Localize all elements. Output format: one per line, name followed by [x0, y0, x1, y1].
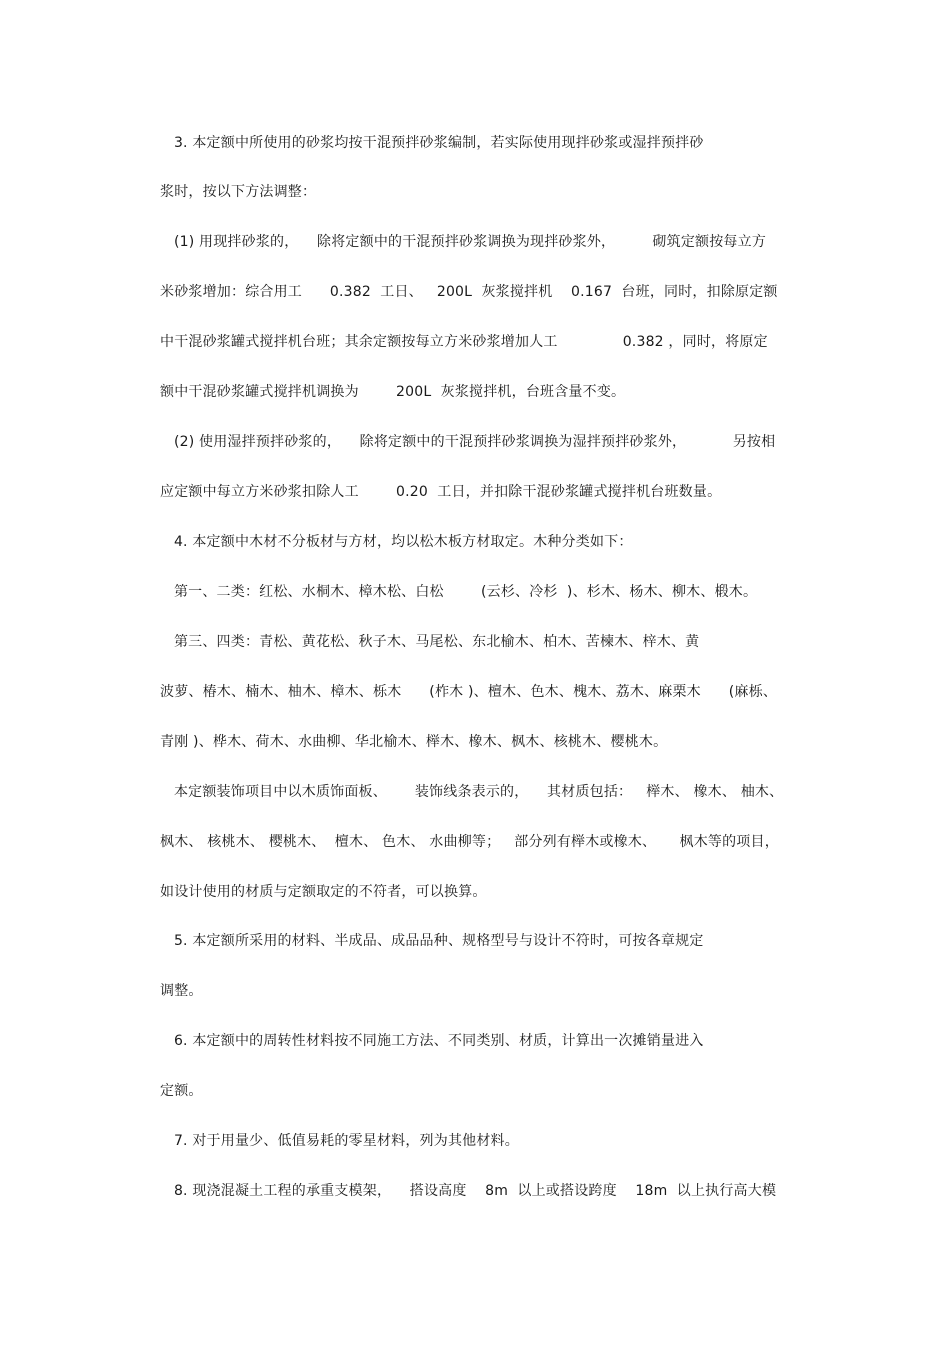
text-line: 米砂浆增加：综合用工 0.382 工日、 200L 灰浆搅拌机 0.167 台班，同时，扣除原定额 — [160, 284, 778, 300]
text-line: 调整。 — [160, 983, 203, 999]
text-line: 第一、二类：红松、水桐木、樟木松、白松 (云杉、冷杉 )、杉木、杨木、柳木、椴木。 — [160, 584, 758, 600]
text-line: (2) 使用湿拌预拌砂浆的， 除将定额中的干混预拌砂浆调换为湿拌预拌砂浆外， 另按相 — [160, 434, 776, 450]
text-line: 3. 本定额中所使用的砂浆均按干混预拌砂浆编制，若实际使用现拌砂浆或湿拌预拌砂 — [160, 135, 704, 151]
text-line: 中干混砂浆罐式搅拌机台班；其余定额按每立方米砂浆增加人工 0.382 ，同时，将原定 — [160, 334, 768, 350]
text-line: 第三、四类：青松、黄花松、秋子木、马尾松、东北榆木、柏木、苦楝木、梓木、黄 — [160, 634, 700, 650]
text-line: 本定额装饰项目中以木质饰面板、 装饰线条表示的， 其材质包括： 榉木、 橡木、 柚木、 — [160, 784, 784, 800]
text-line: 7. 对于用量少、低值易耗的零星材料，列为其他材料。 — [160, 1133, 519, 1149]
text-line: 枫木、 核桃木、 樱桃木、 檀木、 色木、 水曲柳等； 部分列有榉木或橡木、 枫木等的项目， — [160, 834, 779, 850]
text-line: 8. 现浇混凝土工程的承重支模架， 搭设高度 8m 以上或搭设跨度 18m 以上执行高大模 — [160, 1183, 777, 1199]
text-line: 青刚 )、桦木、荷木、水曲柳、华北榆木、榉木、橡木、枫木、核桃木、樱桃木。 — [160, 734, 668, 750]
text-line: 波萝、椿木、楠木、柚木、樟木、栎木 (柞木 )、檀木、色木、槐木、荔木、麻栗木 (麻栎、 — [160, 684, 778, 700]
text-line: 5. 本定额所采用的材料、半成品、成品品种、规格型号与设计不符时，可按各章规定 — [160, 933, 704, 949]
text-line: 如设计使用的材质与定额取定的不符者，可以换算。 — [160, 884, 487, 900]
text-line: 浆时，按以下方法调整： — [160, 184, 317, 200]
text-line: 4. 本定额中木材不分板材与方材，均以松木板方材取定。木种分类如下： — [160, 534, 633, 550]
text-line: 定额。 — [160, 1083, 203, 1099]
text-line: 应定额中每立方米砂浆扣除人工 0.20 工日，并扣除干混砂浆罐式搅拌机台班数量。 — [160, 484, 722, 500]
text-line: 6. 本定额中的周转性材料按不同施工方法、不同类别、材质，计算出一次摊销量进入 — [160, 1033, 704, 1049]
text-line: (1) 用现拌砂浆的， 除将定额中的干混预拌砂浆调换为现拌砂浆外， 砌筑定额按每立方 — [160, 234, 767, 250]
text-line: 额中干混砂浆罐式搅拌机调换为 200L 灰浆搅拌机，台班含量不变。 — [160, 384, 626, 400]
